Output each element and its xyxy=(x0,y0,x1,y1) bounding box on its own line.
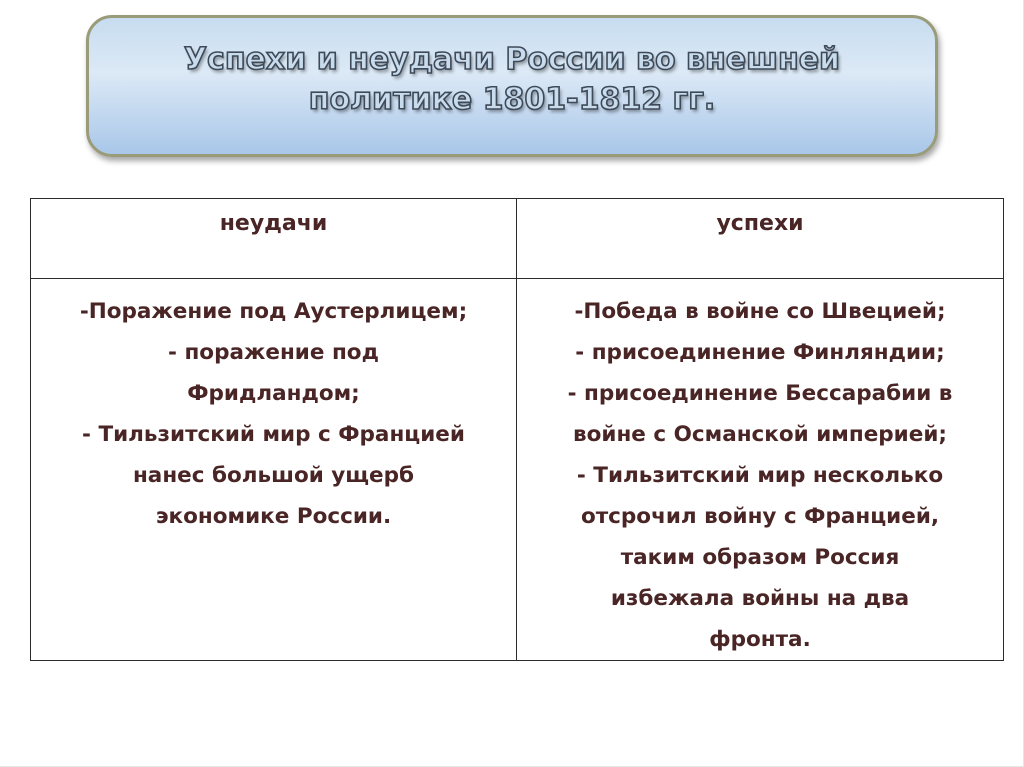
slide-title-line-2: политике 1801-1812 гг. xyxy=(308,82,716,117)
successes-line: войне с Османской империей; xyxy=(573,422,947,447)
successes-line: таким образом Россия xyxy=(620,545,900,570)
failures-cell xyxy=(31,279,517,661)
successes-line: фронта. xyxy=(709,627,811,652)
successes-line: - Тильзитский мир несколько xyxy=(576,463,944,488)
comparison-table xyxy=(30,198,1004,661)
successes-line: отсрочил войну с Францией, xyxy=(580,504,940,529)
title-box xyxy=(86,15,938,157)
successes-line: - присоединение Финляндии; xyxy=(575,340,945,365)
failures-line: - поражение под xyxy=(168,340,379,365)
header-failures: неудачи xyxy=(31,199,517,279)
successes-line: избежала войны на два xyxy=(610,586,910,611)
table-header-row xyxy=(31,199,1004,279)
failures-line: экономике России. xyxy=(155,504,392,529)
failures-line: - Тильзитский мир с Францией xyxy=(82,422,465,447)
failures-line: нанес большой ущерб xyxy=(132,463,415,488)
header-successes: успехи xyxy=(517,199,1004,279)
successes-line: - присоединение Бессарабии в xyxy=(567,381,953,406)
table-row xyxy=(31,279,1004,661)
slide-title xyxy=(172,40,852,120)
slide-title-line-1: Успехи и неудачи России во внешней xyxy=(183,42,841,77)
failures-line: -Поражение под Аустерлицем; xyxy=(79,299,468,324)
successes-line: -Победа в войне со Швецией; xyxy=(574,299,946,324)
failures-line: Фридландом; xyxy=(187,381,360,406)
successes-cell xyxy=(517,279,1004,661)
